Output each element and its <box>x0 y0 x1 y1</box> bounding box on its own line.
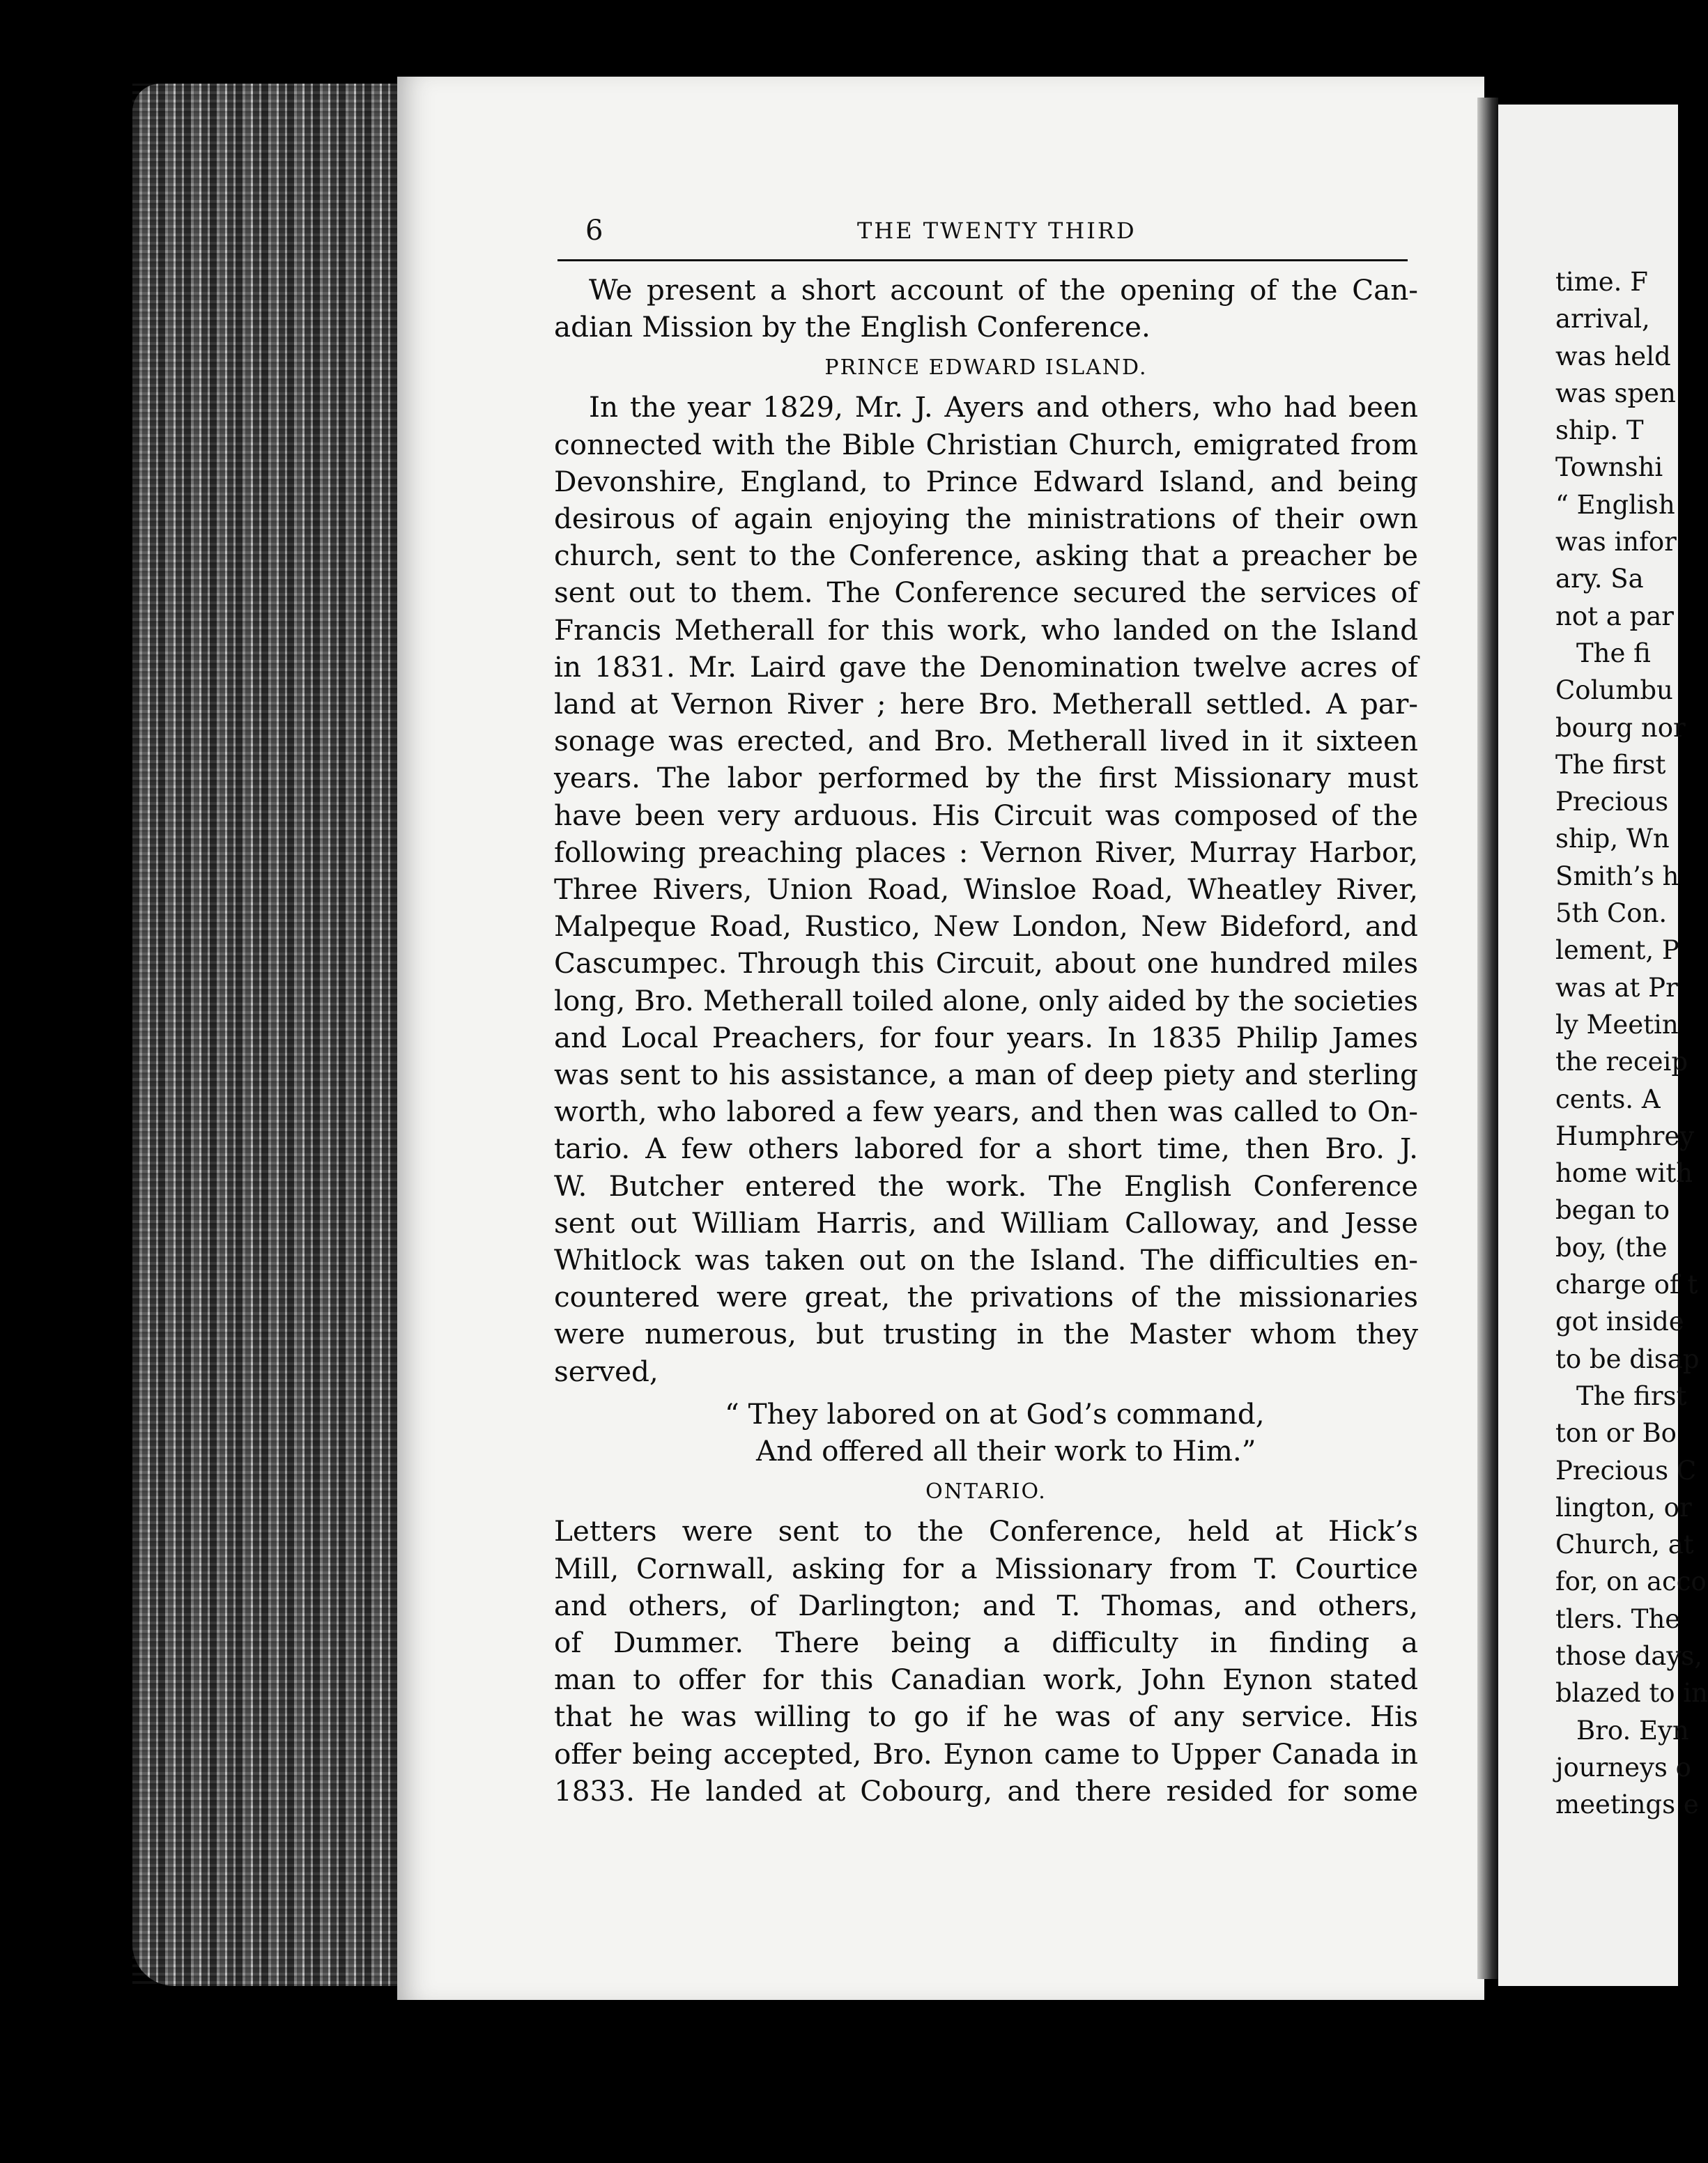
text-line: Devonshire, England, to Prince Edward Island, and being <box>554 464 1418 498</box>
section-heading-ontario: ONTARIO. <box>925 1479 1047 1504</box>
text-line: years. The labor performed by the first Missionary must <box>554 761 1418 795</box>
book-page-edges <box>132 84 397 1986</box>
text-line: sonage was erected, and Bro. Metherall lived in it sixteen <box>554 724 1418 758</box>
right-page-line: lington, or <box>1555 1492 1692 1523</box>
running-title: THE TWENTY THIRD <box>857 217 1137 244</box>
page-header <box>585 215 1408 256</box>
right-page-line: “ English <box>1555 489 1675 520</box>
verse-block <box>554 1396 1418 1470</box>
text-line: sent out William Harris, and William Calloway, and Jesse <box>554 1206 1418 1240</box>
right-page-line: those days, <box>1555 1640 1703 1671</box>
right-page-line: meetings e <box>1555 1789 1699 1820</box>
main-text <box>554 272 1418 1810</box>
right-page-line: ly Meetin <box>1555 1009 1679 1040</box>
text-line: countered were great, the privations of the missionaries <box>554 1280 1418 1314</box>
text-line: W. Butcher entered the work. The English Conference <box>554 1169 1418 1203</box>
right-page-line: Bro. Eyn <box>1576 1715 1689 1746</box>
text-line: church, sent to the Conference, asking that a preacher be <box>554 539 1418 573</box>
right-page-line: cents. A <box>1555 1084 1661 1114</box>
text-line: Three Rivers, Union Road, Winsloe Road, Wheatley River, <box>554 872 1418 907</box>
right-page-line: ton or Bo <box>1555 1418 1677 1449</box>
text-line: Whitlock was taken out on the Island. The difficulties en- <box>554 1243 1418 1277</box>
right-page-line: Townshi <box>1555 452 1663 483</box>
text-line: that he was willing to go if he was of any service. His <box>554 1700 1418 1734</box>
book-gutter <box>1477 98 1498 1979</box>
right-page-line: was infor <box>1555 527 1677 557</box>
verse-line: And offered all their work to Him.” <box>756 1434 1256 1468</box>
right-page-line: journeys o <box>1555 1752 1691 1783</box>
header-rule <box>557 259 1408 261</box>
text-line: We present a short account of the opening of the Can- <box>589 273 1418 307</box>
text-line: man to offer for this Canadian work, John Eynon stated <box>554 1663 1418 1697</box>
page-number: 6 <box>585 215 603 247</box>
text-line: In the year 1829, Mr. J. Ayers and others, who had been <box>589 390 1418 424</box>
right-page-line: ship, Wn <box>1555 824 1670 854</box>
text-line: in 1831. Mr. Laird gave the Denomination twelve acres of <box>554 649 1418 684</box>
text-line: were numerous, but trusting in the Master whom they <box>554 1317 1418 1351</box>
right-page-line: got inside <box>1555 1307 1684 1337</box>
text-line: offer being accepted, Bro. Eynon came to Upper Canada in <box>554 1737 1418 1771</box>
right-page-line: The fi <box>1576 638 1651 668</box>
right-page-line: not a par <box>1555 601 1674 631</box>
right-page-line: was spen <box>1555 378 1676 408</box>
right-page-line: ship. T <box>1555 415 1644 446</box>
right-page-line: Church, at <box>1555 1530 1694 1560</box>
text-line: and Local Preachers, for four years. In 1835 Philip James <box>554 1020 1418 1054</box>
section-pei-body <box>554 389 1418 1390</box>
intro-paragraph <box>554 272 1418 346</box>
right-page-column <box>1555 263 1708 1823</box>
right-page-line: time. F <box>1555 267 1648 297</box>
text-line: Malpeque Road, Rustico, New London, New Bideford, and <box>554 909 1418 944</box>
text-line: worth, who labored a few years, and then was called to On- <box>554 1095 1418 1129</box>
text-line: Mill, Cornwall, asking for a Missionary from T. Courtice <box>554 1551 1418 1585</box>
text-line: of Dummer. There being a difficulty in finding a <box>554 1625 1418 1659</box>
right-page-line: charge of t <box>1555 1270 1698 1300</box>
text-line: connected with the Bible Christian Church, emigrated from <box>554 427 1418 461</box>
right-page-line: was held <box>1555 341 1671 371</box>
right-page-line: ary. Sa <box>1555 564 1644 594</box>
right-page-line: Smith’s h <box>1555 861 1679 891</box>
right-page-line: for, on acco <box>1555 1567 1707 1597</box>
right-page-line: was at Pr <box>1555 972 1678 1003</box>
text-line: tario. A few others labored for a short time, then Bro. J. <box>554 1132 1418 1166</box>
right-page-line: Columbu <box>1555 675 1673 706</box>
text-line: was sent to his assistance, a man of deep piety and sterling <box>554 1058 1418 1092</box>
right-page-line: boy, (the <box>1555 1232 1668 1263</box>
right-page-line: arrival, <box>1555 304 1650 334</box>
text-line: Letters were sent to the Conference, held at Hick’s <box>554 1514 1418 1548</box>
text-line: adian Mission by the English Conference. <box>554 310 1151 344</box>
text-line: and others, of Darlington; and T. Thomas, and others, <box>554 1588 1418 1622</box>
right-page-line: tlers. The <box>1555 1603 1681 1634</box>
verse-line: “ They labored on at God’s command, <box>725 1396 1265 1431</box>
right-page-line: The first <box>1576 1380 1687 1411</box>
right-page-line: Precious C <box>1555 1455 1697 1486</box>
text-line: desirous of again enjoying the ministrations of their own <box>554 502 1418 536</box>
text-line: served, <box>554 1354 659 1388</box>
text-line: long, Bro. Metherall toiled alone, only aided by the societies <box>554 983 1418 1017</box>
text-line: sent out to them. The Conference secured the services of <box>554 576 1418 610</box>
right-page-line: 5th Con. <box>1555 898 1668 929</box>
text-line: 1833. He landed at Cobourg, and there resided for some <box>554 1773 1418 1808</box>
right-page-line: the receip <box>1555 1047 1688 1077</box>
right-page-line: Precious <box>1555 787 1669 817</box>
right-page-line: bourg nor <box>1555 712 1686 743</box>
right-page-line: began to <box>1555 1195 1670 1226</box>
section-heading-pei: PRINCE EDWARD ISLAND. <box>824 355 1148 380</box>
right-page-line: to be disap <box>1555 1344 1700 1374</box>
right-page-line: blazed to in <box>1555 1678 1708 1709</box>
right-page-line: home with <box>1555 1158 1693 1189</box>
text-line: have been very arduous. His Circuit was composed of the <box>554 798 1418 832</box>
text-line: Francis Metherall for this work, who landed on the Island <box>554 613 1418 647</box>
right-page-line: The first <box>1555 749 1666 780</box>
right-page-line: Humphrey <box>1555 1121 1695 1151</box>
text-line: following preaching places : Vernon River, Murray Harbor, <box>554 835 1418 869</box>
text-line: land at Vernon River ; here Bro. Metherall settled. A par- <box>554 687 1418 721</box>
section-ontario-body <box>554 1513 1418 1810</box>
right-page-line: lement, P <box>1555 935 1679 966</box>
text-line: Cascumpec. Through this Circuit, about one hundred miles <box>554 946 1418 980</box>
